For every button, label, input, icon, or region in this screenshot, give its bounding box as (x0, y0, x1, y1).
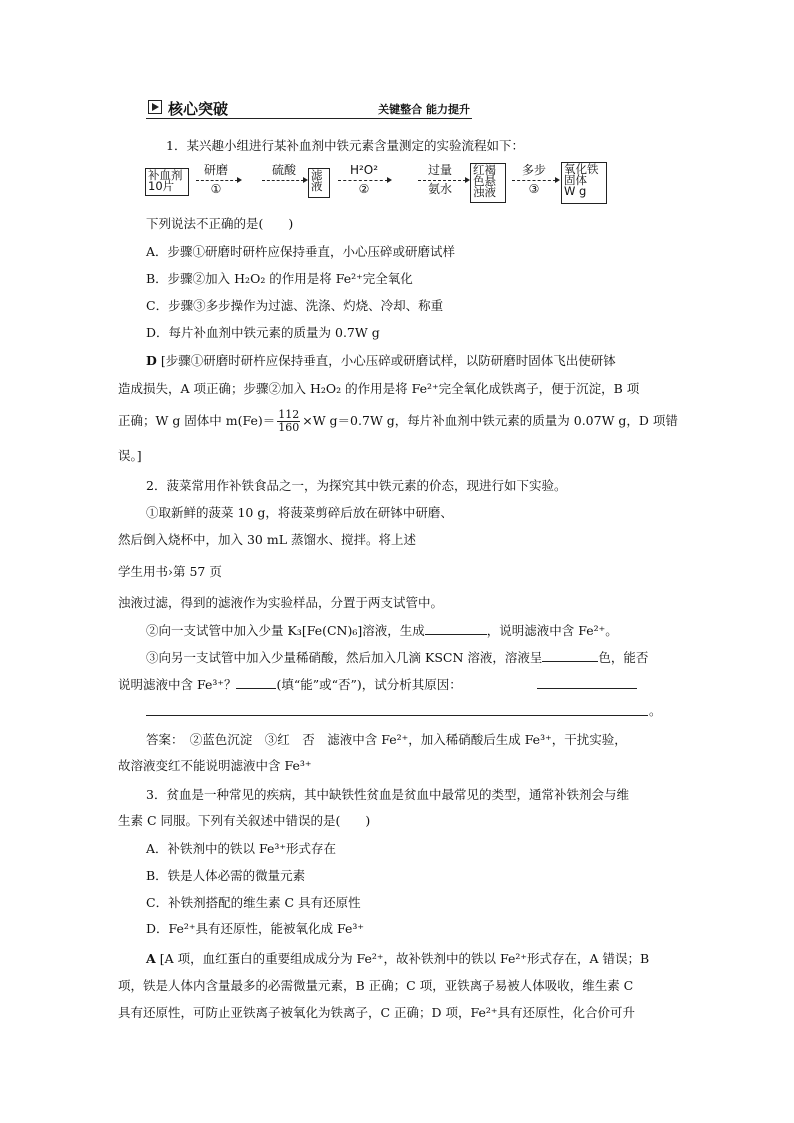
fraction-denominator: 160 (278, 421, 300, 434)
q2-step-3 (146, 649, 648, 666)
q3-option-a: A．补铁剂中的铁以 Fe³⁺形式存在 (146, 841, 336, 856)
q1-option-a: A．步骤①研磨时研杵应保持垂直，小心压碎或研磨试样 (146, 244, 456, 259)
q2-step-1-end: 浊液过滤，得到的滤液作为实验样品，分置于两支试管中。 (118, 595, 444, 610)
mass-fraction (277, 409, 300, 434)
answer-blank-2[interactable] (542, 649, 598, 662)
q2-step-2 (146, 622, 618, 639)
q2-step-3-text-b: 色，能否 (598, 650, 649, 665)
flow-box-suspension: 红褐 色悬 浊液 (470, 163, 506, 203)
flow-label-ammonia: 氨水 (427, 182, 452, 196)
q2-step-2-text-a: ②向一支试管中加入少量 K₃[Fe(CN)₆]溶液，生成 (146, 623, 425, 638)
q1-stem: 1．某兴趣小组进行某补血剂中铁元素含量测定的实验流程如下： (166, 138, 524, 153)
q3-option-d: D．Fe²⁺具有还原性，能被氧化成 Fe³⁺ (146, 921, 364, 936)
section-subtitle: 关键整合 能力提升 (378, 103, 470, 116)
q1-option-b: B．步骤②加入 H₂O₂ 的作用是将 Fe²⁺完全氧化 (146, 271, 413, 286)
q1-option-d: D．每片补血剂中铁元素的质量为 0.7W g (146, 325, 380, 340)
q1-explanation-line-2: 造成损失，A 项正确；步骤②加入 H₂O₂ 的作用是将 Fe²⁺完全氧化成铁离子，便于沉淀，B 项 (118, 381, 640, 396)
blank-end-mark: 。 (649, 703, 662, 718)
q1-explanation-text-3a: 正确；W g 固体中 m(Fe)＝ (118, 413, 276, 428)
flow-label-excess: 过量 (427, 163, 452, 177)
q3-answer-letter: A (146, 951, 156, 966)
flow-step-2: ② (358, 182, 370, 196)
answer-blank-4[interactable] (537, 676, 637, 689)
q3-option-b: B．铁是人体必需的微量元素 (146, 868, 306, 883)
flow-box-iron-oxide: 氧化铁 固体 W g (561, 162, 607, 204)
q2-answer-line-2: 故溶液变红不能说明滤液中含 Fe³⁺ (118, 758, 312, 773)
play-icon (148, 100, 162, 114)
q3-stem-line-2: 生素 C 同服。下列有关叙述中错误的是( ) (118, 813, 371, 828)
q2-step-3-text-a: ③向另一支试管中加入少量稀硝酸，然后加入几滴 KSCN 溶液，溶液呈 (146, 650, 543, 665)
q3-explanation-text-1: [A 项，血红蛋白的重要组成成分为 Fe²⁺，故补铁剂中的铁以 Fe²⁺形式存在，A 错误；B (159, 951, 650, 966)
q3-option-c: C．补铁剂搭配的维生素 C 具有还原性 (146, 895, 361, 910)
flow-box-filtrate: 滤 液 (308, 168, 330, 198)
q3-explanation-line-2: 项，铁是人体内含量最多的必需微量元素，B 正确；C 项，亚铁离子易被人体吸收，维生素 C (118, 978, 634, 993)
q3-explanation-line-3: 具有还原性，可防止亚铁离子被氧化为铁离子，C 正确；D 项，Fe²⁺具有还原性，化合价可升 (118, 1005, 636, 1020)
section-title: 核心突破 (168, 100, 229, 118)
q1-ask: 下列说法不正确的是( ) (146, 216, 294, 231)
q1-option-c: C．步骤③多步操作为过滤、洗涤、灼烧、冷却、称重 (146, 298, 444, 313)
flow-label-multistep: 多步 (521, 163, 546, 177)
q2-step-3-text-c: 说明滤液中含 Fe³⁺？ (118, 677, 237, 692)
q2-step-1-cont: 然后倒入烧杯中，加入 30 mL 蒸馏水、搅拌。将上述 (118, 532, 416, 547)
flow-box-supplement: 补血剂 10片 (145, 168, 189, 196)
flow-label-grind: 研磨 (203, 163, 228, 177)
answer-blank-1[interactable] (425, 622, 487, 635)
q1-answer-letter: D (146, 353, 157, 368)
flow-step-1: ① (210, 182, 222, 196)
q2-step-3-text-d: (填“能”或“否”)，试分析其原因： (276, 677, 462, 692)
q2-answer-line-1: 答案： ②蓝色沉淀 ③红 否 滤液中含 Fe²⁺，加入稀硝酸后生成 Fe³⁺，干扰实验， (146, 732, 627, 747)
q1-explanation-line-1 (146, 353, 616, 369)
fraction-numerator: 112 (278, 408, 300, 421)
q2-step-1: ①取新鲜的菠菜 10 g，将菠菜剪碎后放在研钵中研磨、 (146, 505, 453, 520)
flow-label-acid: 硫酸 (271, 163, 296, 177)
answer-blank-3[interactable] (236, 676, 276, 689)
q1-explanation-line-3 (118, 406, 678, 436)
flow-label-h2o2: H²O² (349, 163, 379, 177)
flow-arrow-2 (262, 180, 304, 182)
q1-explanation-text-3b: ×W g＝0.7W g，每片补血剂中铁元素的质量为 0.07W g，D 项错 (302, 413, 678, 428)
q1-explanation-line-4: 误。] (118, 448, 142, 463)
section-header (146, 98, 472, 119)
answer-blank-5[interactable] (146, 703, 648, 716)
q3-stem-line-1: 3．贫血是一种常见的疾病，其中缺铁性贫血是贫血中最常见的类型，通常补铁剂会与维 (146, 787, 629, 802)
flow-step-3: ③ (528, 182, 540, 196)
q2-step-3-cont (118, 676, 462, 693)
q2-step-2-text-b: ，说明滤液中含 Fe²⁺。 (486, 623, 618, 638)
q2-stem: 2．菠菜常用作补铁食品之一，为探究其中铁元素的价态，现进行如下实验。 (146, 478, 567, 493)
q3-explanation-line-1 (146, 951, 649, 967)
page-reference: 学生用书›第 57 页 (118, 564, 222, 579)
q1-explanation-text-1: [步骤①研磨时研杵应保持垂直，小心压碎或研磨试样，以防研磨时固体飞出使研钵 (160, 353, 616, 368)
